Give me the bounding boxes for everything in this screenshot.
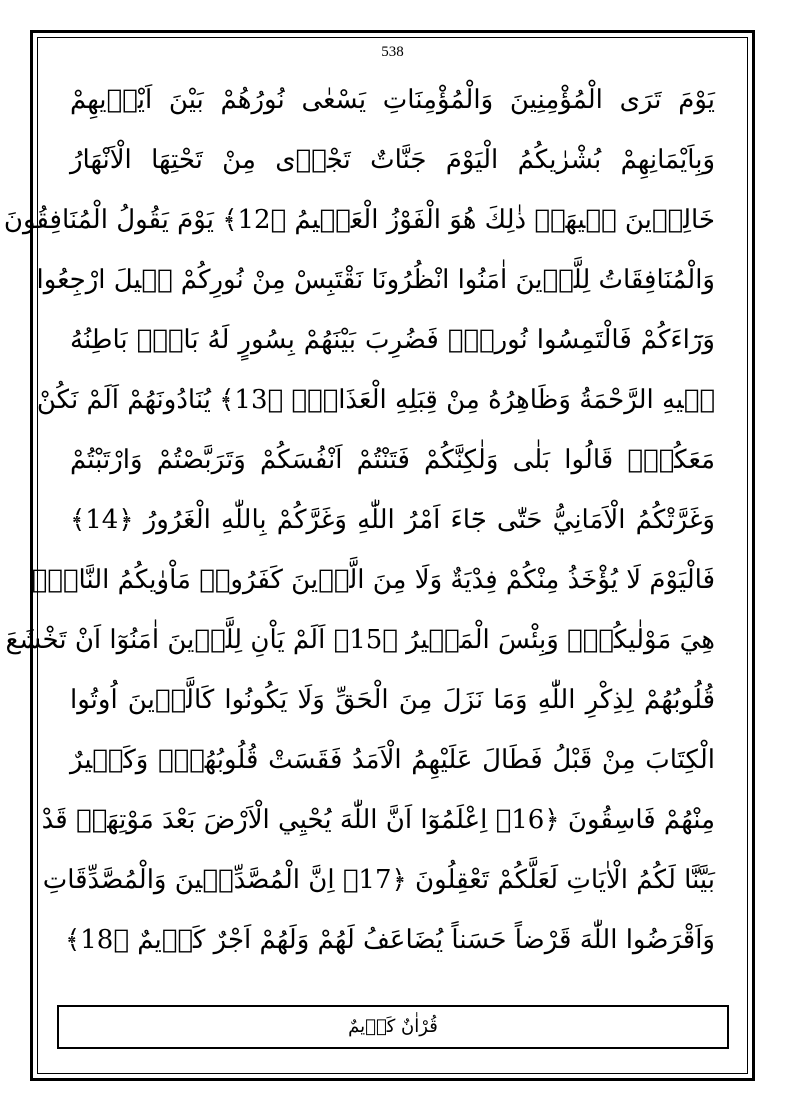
text-line-5: وَرَٓاءَكُمْ فَالْتَمِسُوا نُوراًۜ فَضُرِبَ بَيْنَهُمْ بِسُورٍ لَهُ بَابٌۜ بَاطِنُهُ	[70, 325, 715, 355]
quran-text-block	[3, 70, 715, 970]
footer-title: قُرْاٰنٌ كَرٖيمٌ	[348, 1016, 438, 1037]
text-line-1: يَوْمَ تَرَى الْمُؤْمِنِينَ وَالْمُؤْمِنَاتِ يَسْعٰى نُورُهُمْ بَيْنَ اَيْدٖيهِمْ	[70, 85, 715, 115]
text-line-6: فٖيهِ الرَّحْمَةُ وَظَاهِرُهُ مِنْ قِبَلِهِ الْعَذَابُۜ ﴿13﴾ يُنَادُونَهُمْ اَلَمْ نَكُنْ	[36, 385, 715, 415]
footer-title-box	[57, 1005, 729, 1049]
text-line-12: الْكِتَابَ مِنْ قَبْلُ فَطَالَ عَلَيْهِمُ الْاَمَدُ فَقَسَتْ قُلُوبُهُمْۜ وَكَثٖيرٌ	[70, 745, 715, 775]
text-line-13: مِنْهُمْ فَاسِقُونَ ﴿16﴾ اِعْلَمُوٓا اَنَّ اللّٰهَ يُحْيِي الْاَرْضَ بَعْدَ مَوْتِهَاۜ قَدْ	[41, 805, 715, 835]
text-line-15: وَاَقْرَضُوا اللّٰهَ قَرْضاً حَسَناً يُضَاعَفُ لَهُمْ وَلَهُمْ اَجْرٌ كَرٖيمٌ ﴿18﴾	[65, 925, 715, 955]
text-line-3: خَالِدٖينَ فٖيهَاۜ ذٰلِكَ هُوَ الْفَوْزُ الْعَظٖيمُ ﴿12﴾ يَوْمَ يَقُولُ الْمُنَافِقُونَ	[3, 205, 715, 235]
text-line-8: وَغَرَّتْكُمُ الْاَمَانِيُّ حَتّٰى جَٓاءَ اَمْرُ اللّٰهِ وَغَرَّكُمْ بِاللّٰهِ الْغَرُورُ ﴿14﴾	[70, 505, 715, 535]
text-line-4: وَالْمُنَافِقَاتُ لِلَّذٖينَ اٰمَنُوا انْظُرُونَا نَقْتَبِسْ مِنْ نُورِكُمْ قٖيلَ ارْجِعُوا	[36, 265, 715, 295]
page-number: 538	[381, 44, 404, 60]
text-line-9: فَالْيَوْمَ لَا يُؤْخَذُ مِنْكُمْ فِدْيَةٌ وَلَا مِنَ الَّذٖينَ كَفَرُواۜ مَاْوٰيكُمُ النَّارُۜ	[31, 565, 715, 595]
text-line-7: مَعَكُمْۜ قَالُوا بَلٰى وَلٰكِنَّكُمْ فَتَنْتُمْ اَنْفُسَكُمْ وَتَرَبَّصْتُمْ وَارْتَبْتُمْ	[70, 445, 715, 475]
text-line-11: قُلُوبُهُمْ لِذِكْرِ اللّٰهِ وَمَا نَزَلَ مِنَ الْحَقِّ وَلَا يَكُونُوا كَالَّذٖينَ اُوتُوا	[70, 685, 715, 715]
text-line-10: هِيَ مَوْلٰيكُمْۜ وَبِئْسَ الْمَصٖيرُ ﴿15﴾ اَلَمْ يَاْنِ لِلَّذٖينَ اٰمَنُوٓا اَنْ تَخْشَعَ	[5, 625, 715, 655]
text-line-14: بَيَّنَّا لَكُمُ الْاٰيَاتِ لَعَلَّكُمْ تَعْقِلُونَ ﴿17﴾ اِنَّ الْمُصَّدِّقٖينَ وَالْمُصَّدِّقَاتِ	[42, 865, 715, 895]
text-line-2: وَبِاَيْمَانِهِمْ بُشْرٰيكُمُ الْيَوْمَ جَنَّاتٌ تَجْرٖى مِنْ تَحْتِهَا الْاَنْهَارُ	[70, 145, 715, 175]
